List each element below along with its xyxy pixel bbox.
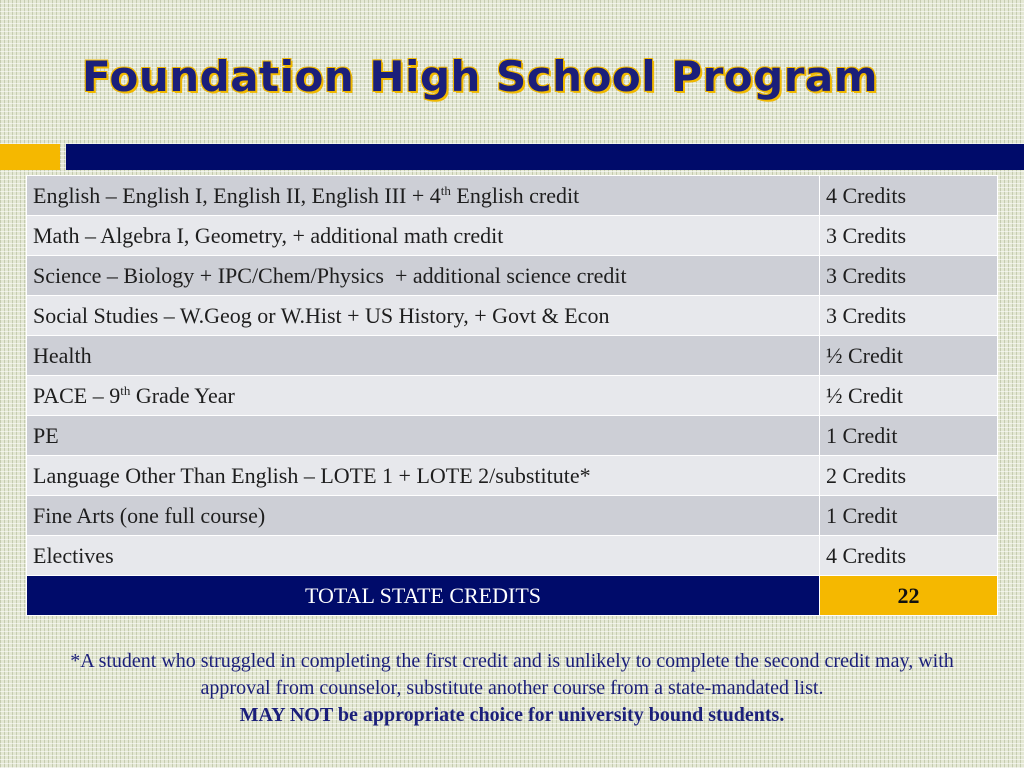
credits-cell: 3 Credits (820, 216, 998, 256)
credits-cell: 4 Credits (820, 536, 998, 576)
table-row (27, 216, 998, 256)
table-row (27, 256, 998, 296)
table-row (27, 416, 998, 456)
credits-cell: 2 Credits (820, 456, 998, 496)
credits-cell: 1 Credit (820, 496, 998, 536)
table-row (27, 456, 998, 496)
course-cell: Language Other Than English – LOTE 1 + LOTE 2/substitute* (27, 456, 820, 496)
course-cell: PE (27, 416, 820, 456)
footnote-text: *A student who struggled in completing the first credit and is unlikely to complete the second credit may, with approval from counselor, substitute another course from a state-mandated list. (70, 650, 954, 699)
course-cell: English – English I, English II, English III + 4th English credit (27, 176, 820, 216)
course-cell: Health (27, 336, 820, 376)
credits-table (26, 175, 998, 616)
course-cell: PACE – 9th Grade Year (27, 376, 820, 416)
course-cell: Social Studies – W.Geog or W.Hist + US History, + Govt & Econ (27, 296, 820, 336)
course-cell: Electives (27, 536, 820, 576)
credits-cell: 3 Credits (820, 296, 998, 336)
slide-title: Foundation High School Program (82, 52, 879, 101)
table-row (27, 536, 998, 576)
table-row (27, 376, 998, 416)
credits-cell: ½ Credit (820, 376, 998, 416)
footnote (40, 648, 984, 729)
total-row (27, 576, 998, 616)
accent-bar-navy (66, 144, 1024, 170)
total-label: TOTAL STATE CREDITS (27, 576, 820, 616)
credits-cell: 4 Credits (820, 176, 998, 216)
total-value: 22 (820, 576, 998, 616)
credits-cell: 1 Credit (820, 416, 998, 456)
accent-bar-gold (0, 144, 60, 170)
credits-cell: ½ Credit (820, 336, 998, 376)
course-cell: Science – Biology + IPC/Chem/Physics + additional science credit (27, 256, 820, 296)
table-row (27, 336, 998, 376)
table-row (27, 176, 998, 216)
course-cell: Fine Arts (one full course) (27, 496, 820, 536)
footnote-warning: MAY NOT be appropriate choice for university bound students. (239, 704, 785, 726)
table-row (27, 496, 998, 536)
course-cell: Math – Algebra I, Geometry, + additional math credit (27, 216, 820, 256)
table-row (27, 296, 998, 336)
credits-cell: 3 Credits (820, 256, 998, 296)
